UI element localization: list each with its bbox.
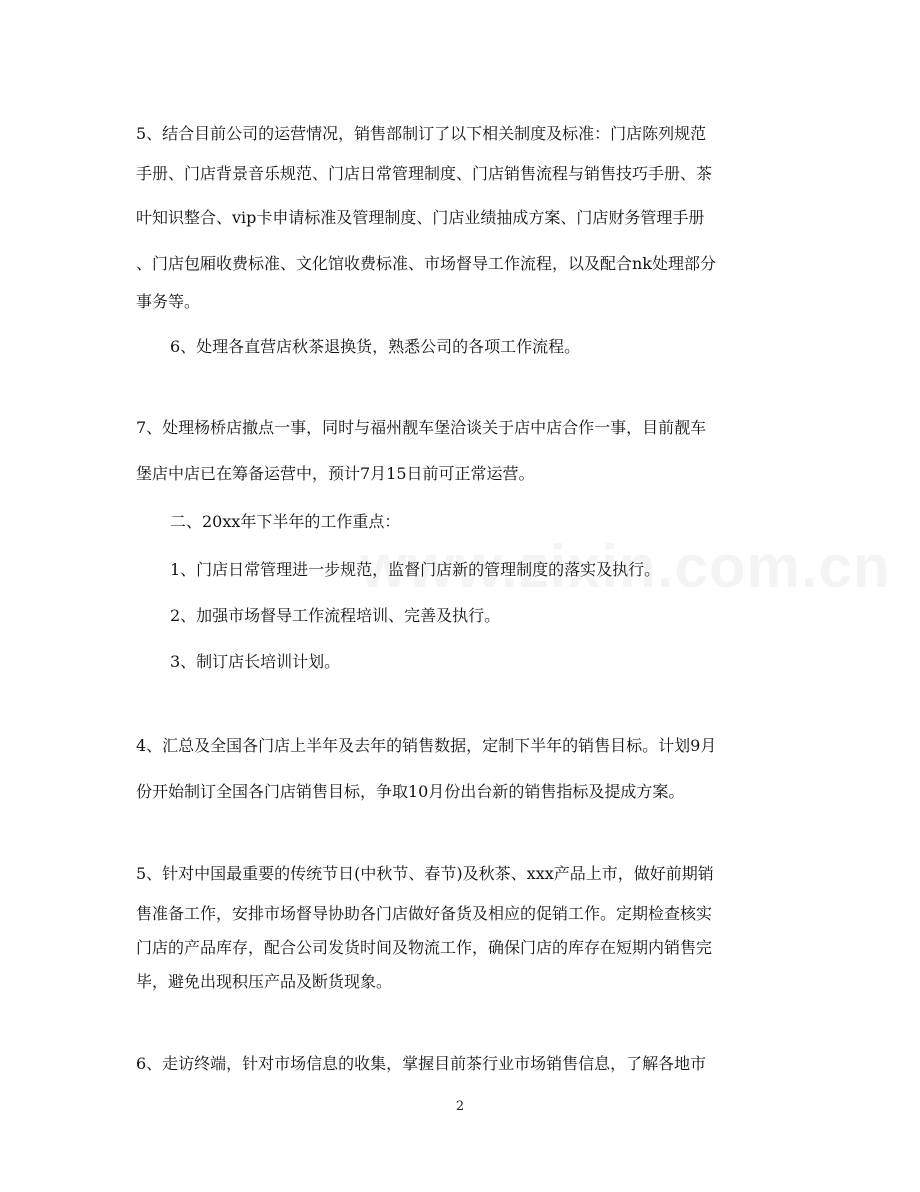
paragraph-5-line-3: 门店的产品库存，配合公司发货时间及物流工作，确保门店的库存在短期内销售完 [136, 938, 713, 957]
paragraph-5-line-4: 毕，避免出现积压产品及断货现象。 [136, 972, 393, 991]
item-1: 1、门店日常管理进一步规范，监督门店新的管理制度的落实及执行。 [170, 560, 661, 579]
page-number: 2 [455, 1099, 465, 1114]
item-2: 2、加强市场督导工作流程培训、完善及执行。 [170, 606, 501, 625]
paragraph-4-line-2: 份开始制订全国各门店销售目标，争取10月份出台新的销售指标及提成方案。 [136, 782, 685, 801]
paragraph-6-line-1: 6、走访终端，针对市场信息的收集，掌握目前茶行业市场销售信息，了解各地市 [136, 1054, 707, 1073]
paragraph-5-line-1: 5、针对中国最重要的传统节日(中秋节、春节)及秋茶、xxx产品上市，做好前期销 [136, 864, 714, 883]
paragraph-4-line-1: 4、汇总及全国各门店上半年及去年的销售数据，定制下半年的销售目标。计划9月 [136, 736, 717, 755]
paragraph-1-line-1: 5、结合目前公司的运营情况，销售部制订了以下相关制度及标准：门店陈列规范 [136, 124, 707, 143]
item-3: 3、制订店长培训计划。 [170, 652, 341, 671]
section-heading: 二、20xx年下半年的工作重点： [170, 512, 401, 531]
paragraph-1-line-3: 叶知识整合、vip卡申请标准及管理制度、门店业绩抽成方案、门店财务管理手册 [136, 208, 705, 227]
paragraph-3-line-2: 堡店中店已在筹备运营中，预计7月15日前可正常运营。 [136, 464, 535, 483]
paragraph-5-line-2: 售准备工作，安排市场督导协助各门店做好备货及相应的促销工作。定期检查核实 [136, 904, 713, 923]
paragraph-1-line-5: 事务等。 [136, 292, 201, 311]
paragraph-2-line-1: 6、处理各直营店秋茶退换货，熟悉公司的各项工作流程。 [170, 337, 581, 356]
paragraph-1-line-4: 、门店包厢收费标准、文化馆收费标准、市场督导工作流程，以及配合nk处理部分 [136, 254, 717, 273]
paragraph-1-line-2: 手册、门店背景音乐规范、门店日常管理制度、门店销售流程与销售技巧手册、茶 [136, 164, 713, 183]
paragraph-3-line-1: 7、处理杨桥店撤点一事，同时与福州靓车堡洽谈关于店中店合作一事，目前靓车 [136, 418, 707, 437]
